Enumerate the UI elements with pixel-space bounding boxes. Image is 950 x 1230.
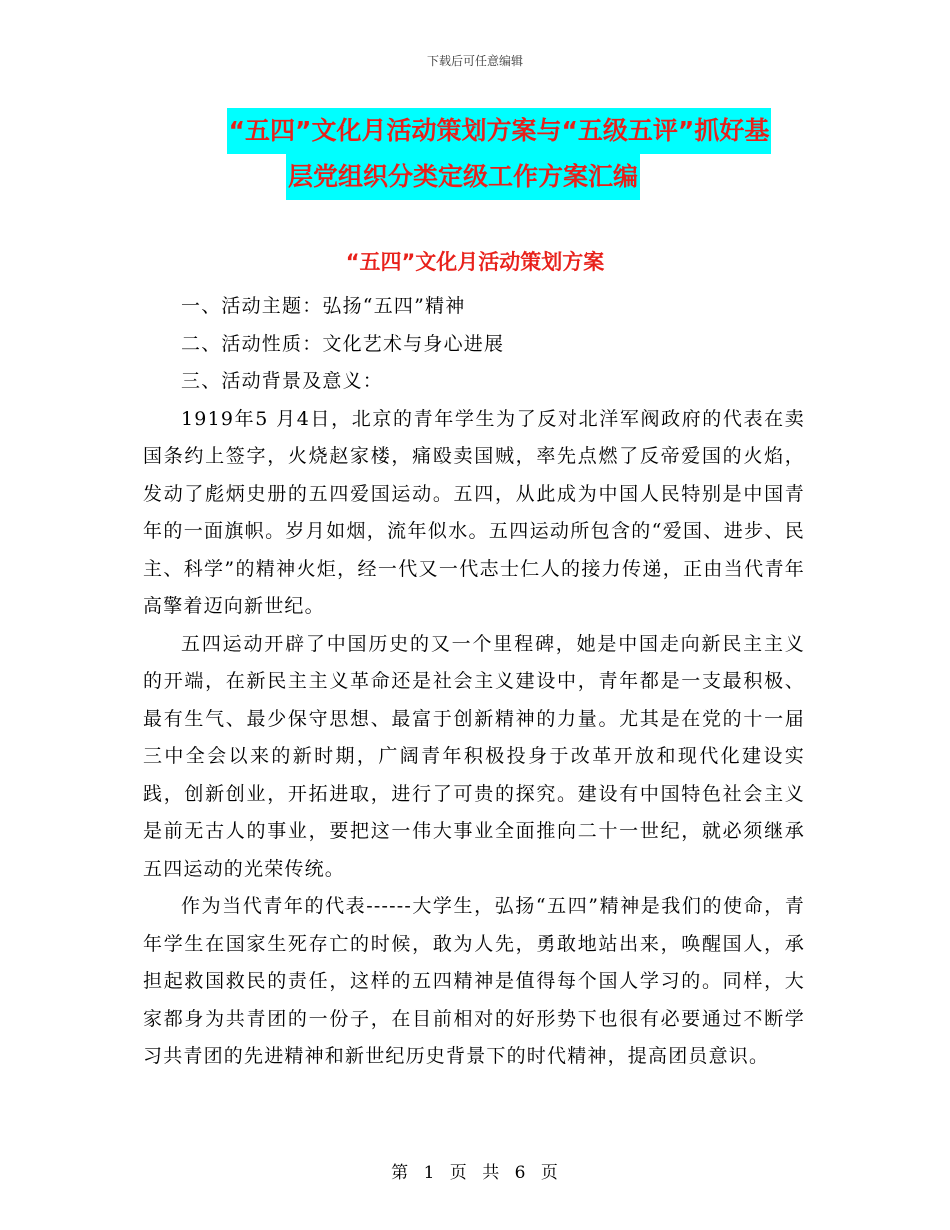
paragraph-background-heading: 三、活动背景及意义：	[181, 370, 384, 392]
footer-page-number: 1	[423, 1163, 436, 1183]
body-text	[143, 288, 805, 1076]
paragraph-history: 1919年5 月4日，北京的青年学生为了反对北洋军阀政府的代表在卖国条约上签字，火烧赵家楼，痛殴卖国贼，率先点燃了反帝爱国的火焰，发动了彪炳史册的五四爱国运动。五四，从此成为中国人民特别是中国青年的一面旗帜。岁月如烟，流年似水。五四运动所包含的“爱国、进步、民主、科学”的精神火炬，经一代又一代志士仁人的接力传递，正由当代青年高擎着迈向新世纪。	[143, 407, 805, 617]
footer-word-ye-end: 页	[540, 1163, 559, 1183]
header-note: 下载后可任意编辑	[426, 54, 523, 68]
paragraph-mission: 作为当代青年的代表------大学生，弘扬“五四”精神是我们的使命，青年学生在国家生死存亡的时候，敢为人先，勇敢地站出来，唤醒国人，承担起救国救民的责任，这样的五四精神是值得每个国人学习的。同样，大家都身为共青团的一份子，在目前相对的好形势下也很有必要通过不断学习共青团的先进精神和新世纪历史背景下的时代精神，提高团员意识。	[143, 895, 805, 1067]
main-title	[0, 108, 950, 200]
footer-word-di: 第	[391, 1163, 410, 1183]
section-title: “五四”文化月活动策划方案	[345, 250, 605, 274]
footer-page-total: 6	[514, 1163, 527, 1183]
main-title-line-1: “五四”文化月活动策划方案与“五级五评”抓好基	[227, 108, 772, 154]
paragraph-significance: 五四运动开辟了中国历史的又一个里程碑，她是中国走向新民主主义的开端，在新民主主义革命还是社会主义建设中，青年都是一支最积极、最有生气、最少保守思想、最富于创新精神的力量。尤其是在党的十一届三中全会以来的新时期，广阔青年积极投身于改革开放和现代化建设实践，创新创业，开拓进取，进行了可贵的探究。建设有中国特色社会主义是前无古人的事业，要把这一伟大事业全面推向二十一世纪，就必须继承五四运动的光荣传统。	[143, 632, 805, 880]
page-footer	[0, 1158, 950, 1183]
footer-word-ye: 页	[449, 1163, 468, 1183]
main-title-line-2: 层党组织分类定级工作方案汇编	[286, 154, 640, 200]
footer-word-gong: 共	[482, 1163, 501, 1183]
paragraph-theme: 一、活动主题：弘扬“五四”精神	[181, 295, 466, 317]
paragraph-nature: 二、活动性质：文化艺术与身心进展	[181, 332, 505, 355]
